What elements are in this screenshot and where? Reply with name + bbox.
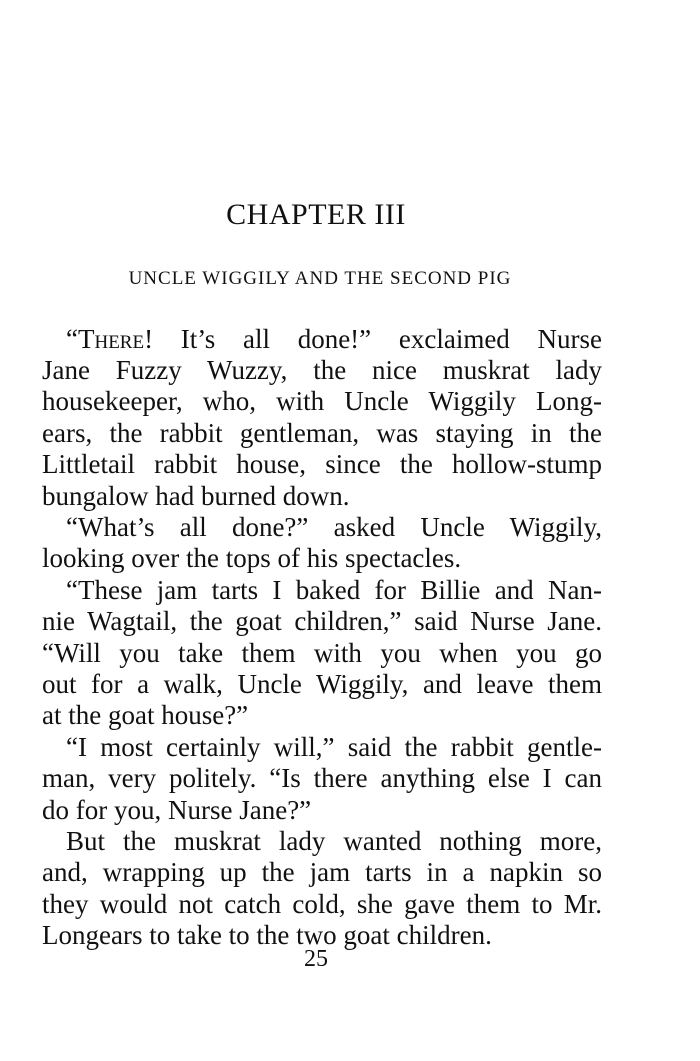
paragraph-line: nie Wagtail, the goat children,” said Nurse Jane. [42,606,602,636]
paragraph-line: ears, the rabbit gentleman, was staying in the [42,418,602,448]
paragraph-line: “I most certainly will,” said the rabbit gentle- [66,732,602,762]
chapter-title: CHAPTER III [226,198,406,231]
paragraph-line: Jane Fuzzy Wuzzy, the nice muskrat lady [42,355,602,385]
page-number: 25 [304,946,328,972]
paragraph-line: and, wrapping up the jam tarts in a napkin so [42,857,602,887]
paragraph-line: man, very politely. “Is there anything else I can [42,763,602,793]
opening-quote: “ [66,324,78,354]
paragraph-line: they would not catch cold, she gave them to Mr. [42,889,602,919]
paragraph-line: “Will you take them with you when you go [42,638,602,668]
paragraph-line: “What’s all done?” asked Uncle Wiggily, [66,512,602,542]
paragraph-line: Littletail rabbit house, since the hollow-stump [42,449,602,479]
opening-word: There [77,324,145,354]
paragraph-line: out for a walk, Uncle Wiggily, and leave them [42,669,602,699]
paragraph-line: at the goat house?” [42,700,249,730]
paragraph-line [66,324,602,355]
chapter-subtitle: UNCLE WIGGILY AND THE SECOND PIG [128,268,512,289]
paragraph-line: But the muskrat lady wanted nothing more, [66,826,602,856]
line-remainder: ! It’s all done!” exclaimed Nurse [144,324,602,354]
paragraph-line: do for you, Nurse Jane?” [42,795,312,825]
paragraph-line: bungalow had burned down. [42,481,350,511]
paragraph-line: Longears to take to the two goat children. [42,920,492,950]
paragraph-line: “These jam tarts I baked for Billie and Nan- [66,575,602,605]
paragraph-line: housekeeper, who, with Uncle Wiggily Long- [42,386,602,416]
paragraph-line: looking over the tops of his spectacles. [42,543,462,573]
